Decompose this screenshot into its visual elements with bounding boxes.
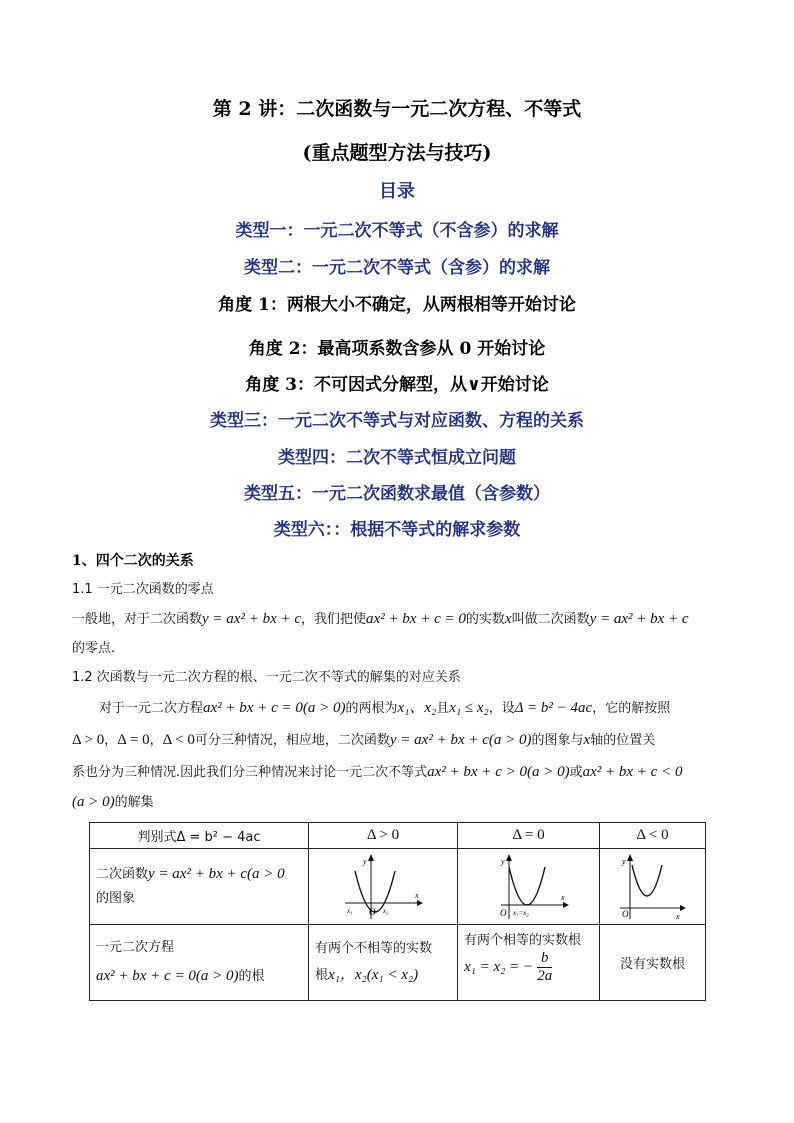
parabola-no-root-graph: [618, 853, 688, 921]
x-axis-label: x: [415, 890, 419, 900]
toc-item-type6[interactable]: 类型六：：根据不等式的解求参数: [273, 520, 521, 540]
toc-heading: 目录: [379, 181, 415, 202]
table-row: [90, 849, 706, 925]
root-x2-label: x₂: [383, 906, 389, 915]
toc-item-angle3[interactable]: 角度 3：不可因式分解型，从∨开始讨论: [245, 375, 549, 395]
table-cell-two-roots: 有两个不相等的实数 根x₁，x₂(x₁ < x₂): [309, 925, 458, 1001]
double-root-text: 有两个相等的实数根: [464, 933, 582, 948]
toc-item-angle1[interactable]: 角度 1：两根大小不确定，从两根相等开始讨论: [218, 295, 576, 315]
table-header-cell: 判别式Δ = b² − 4ac: [90, 823, 309, 849]
x-axis-label: x: [560, 892, 565, 902]
parabola-double-root-graph: [489, 853, 569, 921]
double-root-label: x₁=x₂: [512, 908, 529, 917]
paragraph-zero-def: 一般地，对于二次函数y = ax² + bx + c，我们把使ax² + bx + c = 0的实数x叫做二次函数y = ax² + bx + c: [72, 611, 689, 627]
toc-item-type3[interactable]: 类型三：一元二次不等式与对应函数、方程的关系: [210, 411, 584, 431]
parabola-two-roots-graph: [343, 853, 423, 921]
table-header-cell: Δ = 0: [458, 823, 600, 849]
table-header-cell: Δ < 0: [600, 823, 706, 849]
toc-item-type4[interactable]: 类型四：二次不等式恒成立问题: [278, 448, 516, 468]
paragraph-roots-line1: 对于一元二次方程ax² + bx + c = 0(a > 0)的两根为x₁、x₂且x₁ ≤ x₂，设Δ = b² − 4ac，它的解按照: [99, 700, 671, 716]
table-cell-no-root: 没有实数根: [600, 925, 706, 1001]
table-cell-roots-label: 一元二次方程 ax² + bx + c = 0(a > 0)的根: [90, 925, 309, 1001]
relation-table: [89, 822, 706, 1001]
double-root-formula: x₁ = x₂ = −: [464, 959, 534, 975]
fraction: $\frac{b}{2a}$: [537, 950, 553, 984]
paragraph-zero-def-end: 的零点．: [72, 641, 125, 656]
origin-label: O: [499, 907, 506, 918]
y-axis-label: y: [363, 856, 367, 866]
paragraph-roots-line2: Δ > 0，Δ = 0，Δ < 0可分三种情况，相应地，二次函数y = ax² + bx + c(a > 0)的图象与x轴的位置关: [72, 732, 656, 748]
subsection-1-1: 1.1 一元二次函数的零点: [72, 582, 214, 597]
page-subtitle: (重点题型方法与技巧): [302, 142, 492, 164]
paragraph-roots-line3: 系也分为三种情况.因此我们分三种情况来讨论一元二次不等式ax² + bx + c > 0(a > 0)或ax² + bx + c < 0: [72, 764, 683, 780]
subsection-1-2: 1.2 次函数与一元二次方程的根、一元二次不等式的解集的对应关系: [72, 670, 461, 685]
table-cell-graph-label: 二次函数y = ax² + bx + c(a > 0 的图象: [90, 849, 309, 925]
table-cell-graph-two-roots: [309, 849, 458, 925]
toc-item-type2[interactable]: 类型二：一元二次不等式（含参）的求解: [244, 258, 550, 278]
toc-item-type5[interactable]: 类型五：一元二次函数求最值（含参数）: [244, 484, 550, 504]
y-axis-label: y: [621, 856, 626, 866]
root-x1-label: x₁: [347, 906, 353, 915]
y-axis-label: y: [500, 856, 505, 866]
page-title: 第 2 讲：二次函数与一元二次方程、不等式: [212, 98, 582, 120]
table-cell-graph-no-root: [600, 849, 706, 925]
toc-item-angle2[interactable]: 角度 2：最高项系数含参从 0 开始讨论: [248, 339, 546, 359]
toc-item-type1[interactable]: 类型一：一元二次不等式（不含参）的求解: [235, 221, 559, 241]
origin-label: O: [369, 906, 376, 917]
origin-label: O: [621, 908, 628, 919]
paragraph-roots-line4: (a > 0)的解集: [72, 794, 154, 810]
table-header-row: [90, 823, 706, 849]
x-axis-label: x: [675, 911, 680, 921]
table-cell-graph-one-root: [458, 849, 600, 925]
section-heading: 1、四个二次的关系: [72, 553, 194, 569]
table-header-cell: Δ > 0: [309, 823, 458, 849]
table-cell-double-root: [458, 925, 600, 1001]
table-row: [90, 925, 706, 1001]
